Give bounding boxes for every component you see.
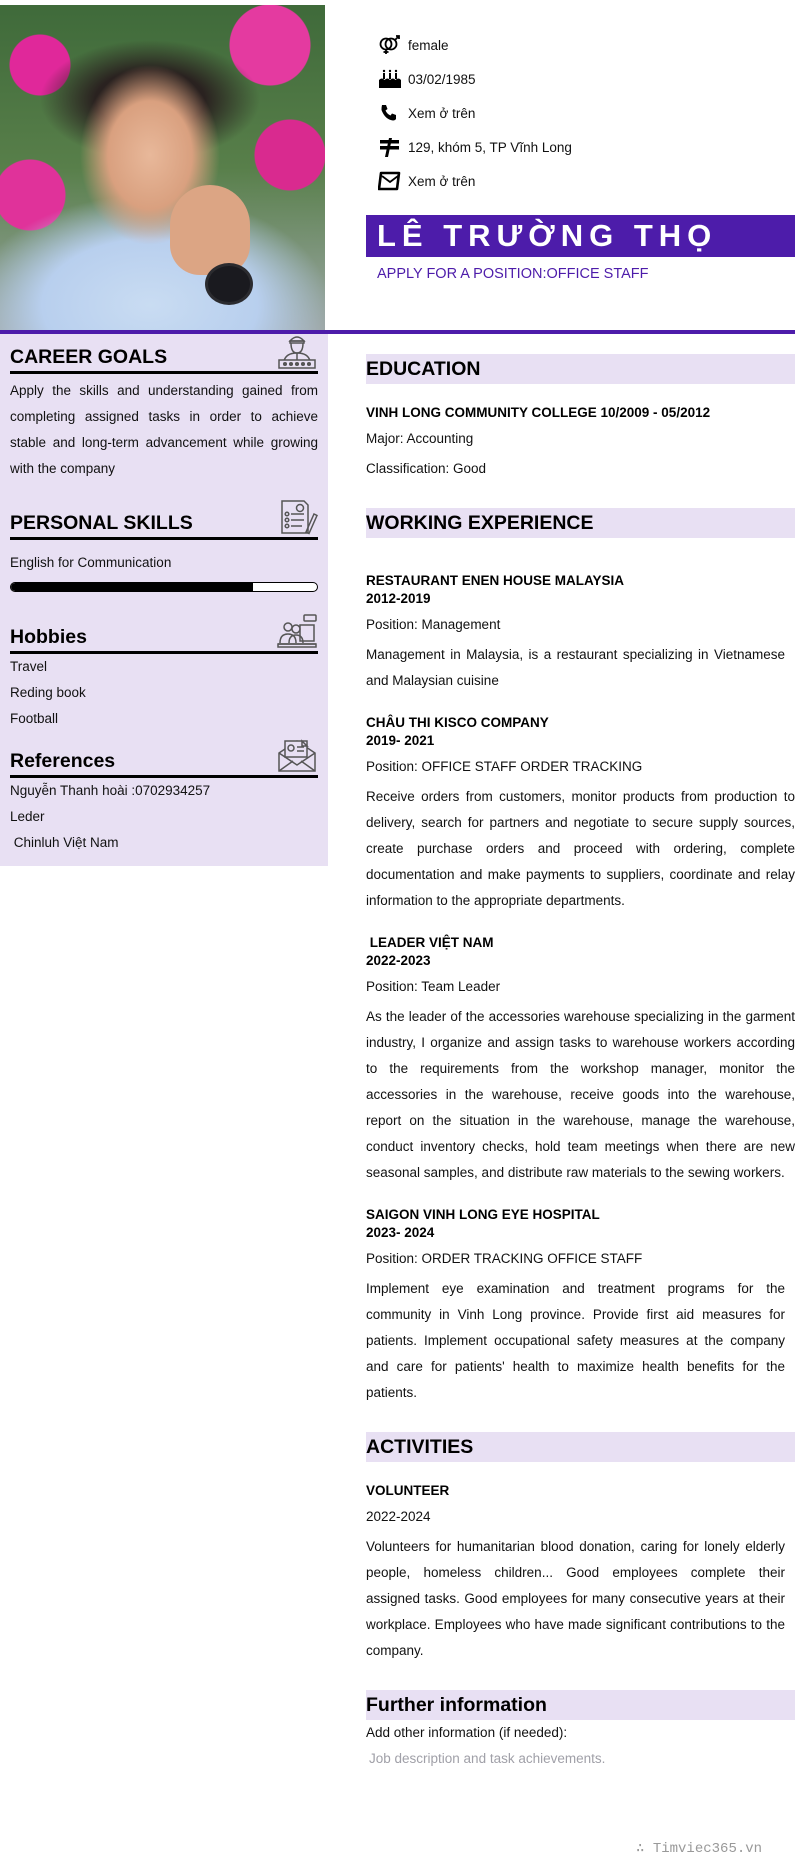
job-company: LEADER VIỆT NAM [366,935,494,950]
profile-photo [0,5,325,330]
further-info-input[interactable]: Job description and task achievements. [369,1751,606,1766]
contact-birthday [378,62,572,96]
contact-email [378,164,572,198]
hobby-item: Reding book [10,685,86,700]
personal-skills-section [10,500,318,592]
job-position: Position: Team Leader [366,979,501,994]
birthday-cake-icon [378,69,404,89]
reference-line: Nguyễn Thanh hoài :0702934257 [10,783,211,798]
education-school: VINH LONG COMMUNITY COLLEGE 10/2009 - 05/2012 [366,405,711,420]
contact-address [378,130,572,164]
job-company: SAIGON VINH LONG EYE HOSPITAL [366,1207,600,1222]
contact-phone [378,96,572,130]
education-classification: Classification: Good [366,461,487,476]
job-description: Management in Malaysia, is a restaurant specializing in Vietnamese and Malaysian cuisine [366,647,785,688]
career-goals-header [10,334,318,374]
activities-title: ACTIVITIES [366,1432,795,1462]
birthday-value: 03/02/1985 [408,71,476,87]
job-description: Implement eye examination and treatment programs for the community in Vinh Long province. Provide first aid measures for patients. Implement occupational safety measures at the company and care for patients' health to maximize health benefits for the patients. [366,1281,785,1400]
activity-description: Volunteers for humanitarian blood donation, caring for lonely elderly people, homeless children... Good employees complete their assigned tasks. Good employees for many consecutive years at their workplace. Employees who have made significant contributions to the company. [366,1539,785,1658]
job-period: 2019- 2021 [366,733,435,748]
education-title: EDUCATION [366,354,795,384]
photo-hand [170,185,250,275]
hobby-item: Football [10,711,59,726]
hobby-item: Travel [10,659,48,674]
career-goals-section [10,334,318,482]
job-position: Position: Management [366,617,501,632]
experience-title: WORKING EXPERIENCE [366,508,795,538]
watermark: ∴ Timviec365.vn [636,1841,763,1857]
worker-icon [276,333,318,369]
job-period: 2012-2019 [366,591,431,606]
job-period: 2023- 2024 [366,1225,435,1240]
signpost-icon [378,137,404,157]
address-value: 129, khóm 5, TP Vĩnh Long [408,139,572,155]
personal-skills-title: PERSONAL SKILLS [10,512,193,534]
candidate-name: LÊ TRƯỜNG THỌ [366,215,795,257]
job-position: Position: OFFICE STAFF ORDER TRACKING [366,759,643,774]
activity-period: 2022-2024 [366,1509,431,1524]
contact-gender [378,28,572,62]
job-company: CHÂU THI KISCO COMPANY [366,715,549,730]
references-header [10,738,318,778]
further-info-label: Add other information (if needed): [366,1725,568,1740]
career-goals-text: Apply the skills and understanding gained from completing assigned tasks in order to achieve stable and long-term advancement while growing with the company [10,383,318,476]
resume-icon [276,499,318,535]
email-value: Xem ở trên [408,173,476,189]
gender-value: female [408,37,449,53]
job-entry [366,714,795,914]
references-title: References [10,750,116,772]
contact-envelope-icon [276,737,318,773]
further-info-title: Further information [366,1690,795,1720]
sidebar [0,334,328,866]
job-position: Position: ORDER TRACKING OFFICE STAFF [366,1251,643,1266]
phone-value: Xem ở trên [408,105,476,121]
job-period: 2022-2023 [366,953,431,968]
education-major: Major: Accounting [366,431,474,446]
people-presentation-icon [276,613,318,649]
job-company: RESTAURANT ENEN HOUSE MALAYSIA [366,573,625,588]
hobbies-header [10,614,318,654]
references-section [10,738,318,856]
reference-line: Chinluh Việt Nam [10,835,119,850]
hobbies-section [10,614,318,732]
contact-info [378,28,572,198]
skill-name: English for Communication [10,555,172,570]
personal-skills-header [10,500,318,540]
photo-watch [205,263,253,305]
phone-icon [378,103,404,123]
job-entry [366,934,795,1186]
envelope-icon [378,171,404,191]
skill-level-fill [11,583,253,591]
hobbies-title: Hobbies [10,626,87,648]
job-description: As the leader of the accessories warehouse specializing in the garment industry, I organize and assign tasks to warehouse workers according to the requirements from the workshop manager, monitor the accessories in the warehouse, receive goods into the warehouse, report on the situation in the warehouse, manage the warehouse, conduct inventory checks, hold team meetings when there are new seasonal samples, and distribute raw materials to the sewing workers. [366,1009,795,1180]
applied-position: APPLY FOR A POSITION:OFFICE STAFF [377,266,649,282]
skill-level-bar [10,582,318,592]
gender-icon [378,35,404,55]
job-entry [366,1206,795,1406]
main-column [366,354,795,1772]
job-entry [366,572,795,694]
job-description: Receive orders from customers, monitor products from production to delivery, search for partners and negotiate to secure supply sources, create purchase orders and proceed with ordering, complete documentation and make payments to suppliers, coordinate and relay information to the appropriate departments. [366,789,795,908]
reference-line: Leder [10,809,45,824]
career-goals-title: CAREER GOALS [10,346,168,368]
activity-name: VOLUNTEER [366,1483,450,1498]
